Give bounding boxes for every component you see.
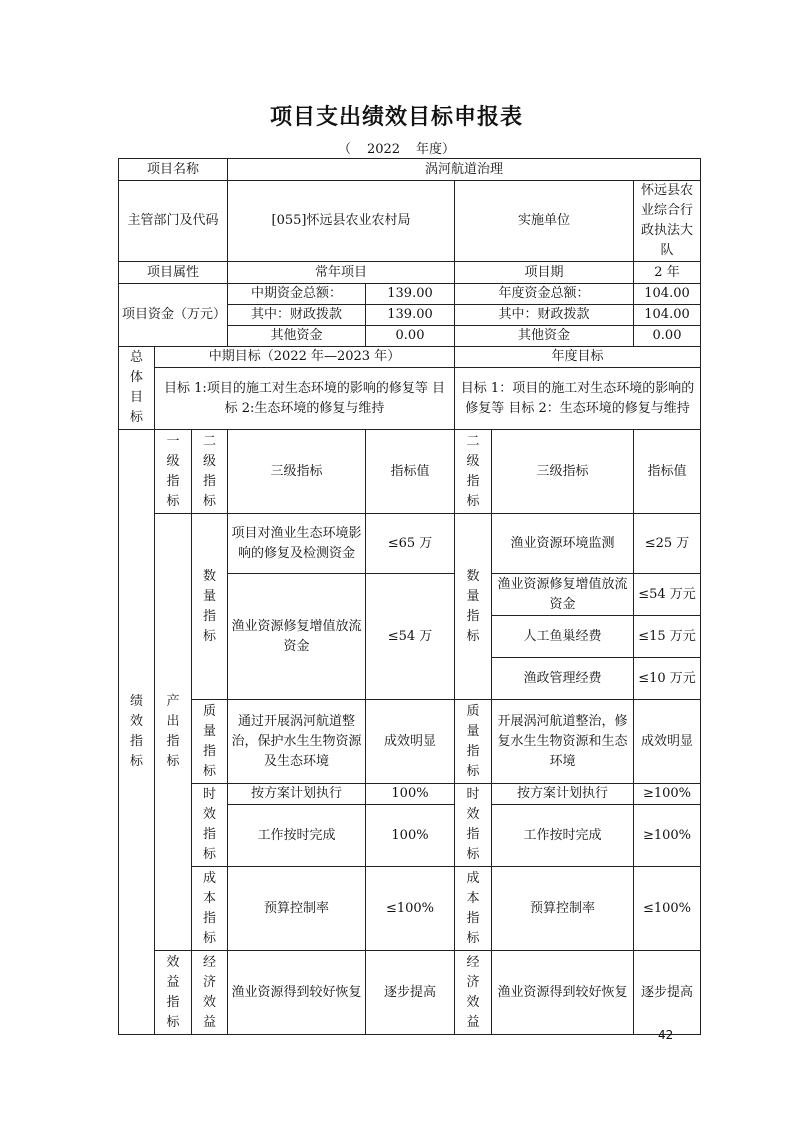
page-number: 42 bbox=[658, 1028, 674, 1042]
dept-label: 主管部门及代码 bbox=[119, 181, 228, 262]
mid-cost: 预算控制率 bbox=[228, 867, 366, 951]
row-time-1 bbox=[119, 784, 701, 805]
year-fiscal-value: 104.00 bbox=[634, 305, 701, 326]
row-goals-header bbox=[119, 347, 701, 368]
row-project-name bbox=[119, 159, 701, 181]
time-indicator: 时 效 指 标 bbox=[192, 784, 228, 867]
row-indicator-header bbox=[119, 430, 701, 514]
year-quality: 开展涡河航道整治，修复水生生物资源和生态环境 bbox=[492, 700, 634, 784]
year-quantity-2-value: ≤54 万元 bbox=[634, 574, 701, 616]
year-quantity-4: 渔政管理经费 bbox=[492, 658, 634, 700]
perf-label: 绩 效 指 标 bbox=[119, 430, 155, 1035]
year-open: （ bbox=[337, 142, 351, 157]
mid-goal-text: 目标 1:项目的施工对生态环境的影响的修复等 目标 2:生态环境的修复与维持 bbox=[155, 368, 455, 430]
mid-quantity-1-value: ≤65 万 bbox=[366, 514, 455, 574]
attr-label: 项目属性 bbox=[119, 262, 228, 284]
year-cost-value: ≤100% bbox=[634, 867, 701, 951]
quantity-indicator-year: 数 量 指 标 bbox=[455, 514, 492, 700]
output-indicator: 产 出 指 标 bbox=[155, 514, 192, 951]
row-goals-text bbox=[119, 368, 701, 430]
year-other-value: 0.00 bbox=[634, 326, 701, 347]
quality-indicator-year: 质 量 指 标 bbox=[455, 700, 492, 784]
attr-value: 常年项目 bbox=[228, 262, 455, 284]
page-title: 项目支出绩效目标申报表 bbox=[269, 105, 523, 130]
project-name-value: 涡河航道治理 bbox=[228, 159, 701, 181]
mid-time-2-value: 100% bbox=[366, 805, 455, 867]
row-dept bbox=[119, 181, 701, 262]
time-indicator-year: 时 效 指 标 bbox=[455, 784, 492, 867]
row-quantity-1 bbox=[119, 514, 701, 574]
performance-goal-form bbox=[118, 158, 701, 1035]
mid-quality-value: 成效明显 bbox=[366, 700, 455, 784]
mid-quality: 通过开展涡河航道整治，保护水生生物资源及生态环境 bbox=[228, 700, 366, 784]
funds-label: 项目资金（万元） bbox=[119, 284, 228, 347]
mid-time-1-value: 100% bbox=[366, 784, 455, 805]
year-quantity-1-value: ≤25 万 bbox=[634, 514, 701, 574]
cost-indicator-year: 成 本 指 标 bbox=[455, 867, 492, 951]
mid-economic-value: 逐步提高 bbox=[366, 951, 455, 1035]
year-fiscal-label: 其中：财政拨款 bbox=[455, 305, 634, 326]
mid-other-value: 0.00 bbox=[366, 326, 455, 347]
mid-goal-header: 中期目标（2022 年—2023 年） bbox=[155, 347, 455, 368]
mid-quantity-2: 渔业资源修复增值放流资金 bbox=[228, 574, 366, 700]
row-benefit bbox=[119, 951, 701, 1035]
year-time-2-value: ≥100% bbox=[634, 805, 701, 867]
col-value-year: 指标值 bbox=[634, 430, 701, 514]
year-goal-header: 年度目标 bbox=[455, 347, 701, 368]
mid-time-2: 工作按时完成 bbox=[228, 805, 366, 867]
year-economic-value: 逐步提高 bbox=[634, 951, 701, 1035]
year-quantity-2: 渔业资源修复增值放流资金 bbox=[492, 574, 634, 616]
quantity-indicator: 数 量 指 标 bbox=[192, 514, 228, 700]
row-attr bbox=[119, 262, 701, 284]
year-quantity-4-value: ≤10 万元 bbox=[634, 658, 701, 700]
mid-fiscal-label: 其中：财政拨款 bbox=[228, 305, 366, 326]
quality-indicator: 质 量 指 标 bbox=[192, 700, 228, 784]
year-time-2: 工作按时完成 bbox=[492, 805, 634, 867]
year-suffix: 年度） bbox=[416, 142, 456, 157]
row-quality bbox=[119, 700, 701, 784]
mid-other-label: 其他资金 bbox=[228, 326, 366, 347]
dept-value: [055]怀远县农业农村局 bbox=[228, 181, 455, 262]
project-name-label: 项目名称 bbox=[119, 159, 228, 181]
row-funds-total bbox=[119, 284, 701, 305]
year-quantity-3-value: ≤15 万元 bbox=[634, 616, 701, 658]
col-level3: 三级指标 bbox=[228, 430, 366, 514]
goals-label: 总 体 目 标 bbox=[119, 347, 155, 430]
impl-unit-value: 怀远县农业综合行政执法大队 bbox=[634, 181, 701, 262]
benefit-indicator: 效 益 指 标 bbox=[155, 951, 192, 1035]
col-level2: 二 级 指 标 bbox=[192, 430, 228, 514]
col-value: 指标值 bbox=[366, 430, 455, 514]
row-cost bbox=[119, 867, 701, 951]
year-economic: 渔业资源得到较好恢复 bbox=[492, 951, 634, 1035]
period-label: 项目期 bbox=[455, 262, 634, 284]
year-quantity-3: 人工鱼巢经费 bbox=[492, 616, 634, 658]
col-level2-year: 二 级 指 标 bbox=[455, 430, 492, 514]
economic-indicator-year: 经 济 效 益 bbox=[455, 951, 492, 1035]
year-line bbox=[0, 138, 793, 157]
year-value: 2022 bbox=[366, 142, 401, 157]
year-goal-text: 目标 1：项目的施工对生态环境的影响的修复等 目标 2：生态环境的修复与维持 bbox=[455, 368, 701, 430]
year-cost: 预算控制率 bbox=[492, 867, 634, 951]
year-quality-value: 成效明显 bbox=[634, 700, 701, 784]
mid-total-label: 中期资金总额： bbox=[228, 284, 366, 305]
year-total-value: 104.00 bbox=[634, 284, 701, 305]
mid-fiscal-value: 139.00 bbox=[366, 305, 455, 326]
year-time-1: 按方案计划执行 bbox=[492, 784, 634, 805]
mid-economic: 渔业资源得到较好恢复 bbox=[228, 951, 366, 1035]
col-level1: 一 级 指 标 bbox=[155, 430, 192, 514]
year-total-label: 年度资金总额： bbox=[455, 284, 634, 305]
period-value: 2 年 bbox=[634, 262, 701, 284]
mid-total-value: 139.00 bbox=[366, 284, 455, 305]
col-level3-year: 三级指标 bbox=[492, 430, 634, 514]
mid-cost-value: ≤100% bbox=[366, 867, 455, 951]
year-other-label: 其他资金 bbox=[455, 326, 634, 347]
mid-quantity-2-value: ≤54 万 bbox=[366, 574, 455, 700]
cost-indicator: 成 本 指 标 bbox=[192, 867, 228, 951]
year-time-1-value: ≥100% bbox=[634, 784, 701, 805]
impl-unit-label: 实施单位 bbox=[455, 181, 634, 262]
mid-time-1: 按方案计划执行 bbox=[228, 784, 366, 805]
year-quantity-1: 渔业资源环境监测 bbox=[492, 514, 634, 574]
economic-indicator: 经 济 效 益 bbox=[192, 951, 228, 1035]
mid-quantity-1: 项目对渔业生态环境影响的修复及检测资金 bbox=[228, 514, 366, 574]
